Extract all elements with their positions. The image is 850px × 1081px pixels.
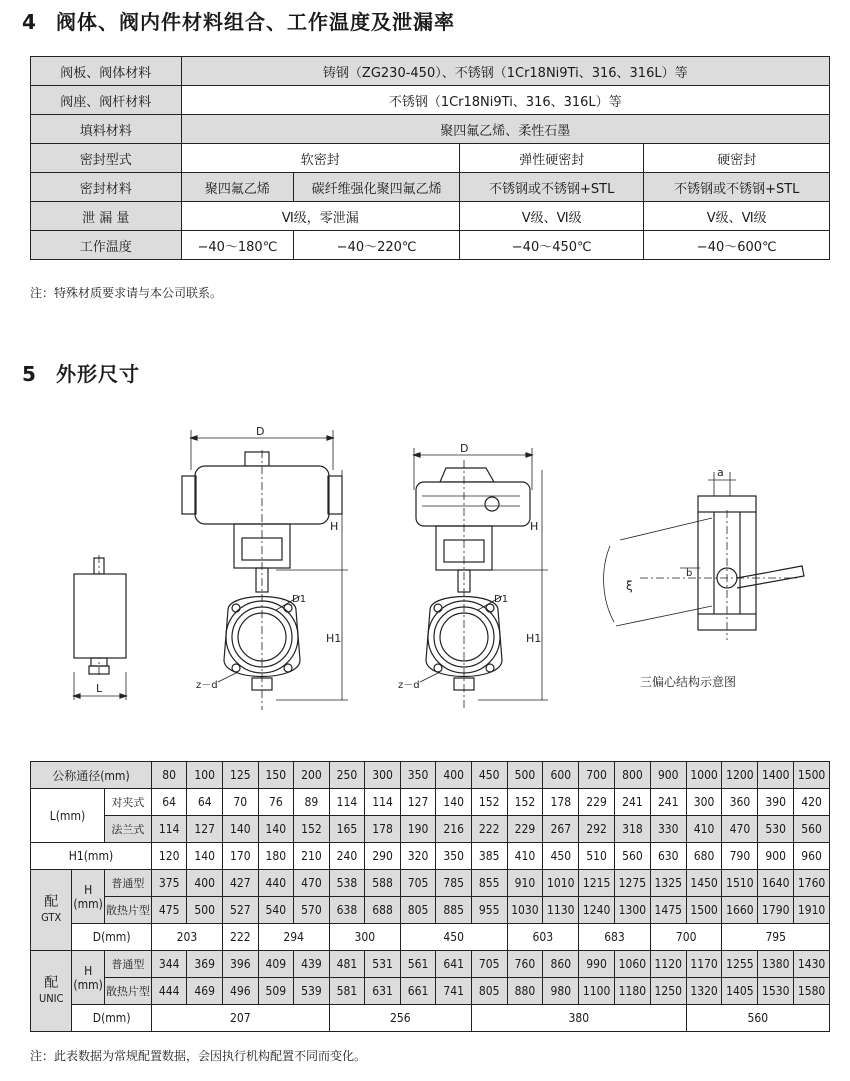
value-cell: 1760 xyxy=(794,870,830,897)
value-cell: 170 xyxy=(223,843,259,870)
value-cell: 89 xyxy=(294,789,330,816)
value-cell: 1060 xyxy=(615,951,651,978)
triple-offset-schematic xyxy=(604,466,804,689)
unic-config-name: UNIC xyxy=(38,992,64,1005)
value-cell: 229 xyxy=(507,816,543,843)
value-cell: 80 xyxy=(151,762,187,789)
value-cell: 990 xyxy=(579,951,615,978)
row-label: 阀座、阀杆材料 xyxy=(31,86,182,115)
unic-std-label: 普通型 xyxy=(104,951,151,978)
value-cell: 216 xyxy=(436,816,472,843)
value-cell: 705 xyxy=(400,870,436,897)
value-cell: 800 xyxy=(615,762,651,789)
table-row xyxy=(31,86,830,115)
gtx-D-value: 222 xyxy=(223,924,259,951)
table-row xyxy=(31,57,830,86)
L-flange-label: 法兰式 xyxy=(104,816,151,843)
value-cell: 1180 xyxy=(615,978,651,1005)
gtx-std-label: 普通型 xyxy=(104,870,151,897)
section4-number: 4 xyxy=(22,10,37,34)
value-cell: 1580 xyxy=(794,978,830,1005)
leakage-soft: Ⅵ级，零泄漏 xyxy=(181,202,459,231)
value-cell: 178 xyxy=(543,789,579,816)
row-label: 阀板、阀体材料 xyxy=(31,57,182,86)
gtx-H-label xyxy=(72,870,104,924)
value-cell: 152 xyxy=(294,816,330,843)
value-cell: 240 xyxy=(329,843,365,870)
gtx-D-value: 450 xyxy=(400,924,507,951)
value-cell: 960 xyxy=(794,843,830,870)
value-cell: 560 xyxy=(615,843,651,870)
L-wafer-label: 对夹式 xyxy=(104,789,151,816)
value-cell: 741 xyxy=(436,978,472,1005)
label-D-left: D xyxy=(256,425,265,438)
seal-material-3: 不锈钢或不锈钢+STL xyxy=(459,173,644,202)
value-cell: 1215 xyxy=(579,870,615,897)
label-H-right: H xyxy=(530,520,539,533)
temperature-3: −40～450℃ xyxy=(459,231,644,260)
value-cell: 1660 xyxy=(722,897,758,924)
value-cell: 509 xyxy=(258,978,294,1005)
value-cell: 140 xyxy=(436,789,472,816)
value-cell: 420 xyxy=(794,789,830,816)
table-row xyxy=(31,924,830,951)
value-cell: 290 xyxy=(365,843,401,870)
value-cell: 409 xyxy=(258,951,294,978)
value-cell: 1405 xyxy=(722,978,758,1005)
value-cell: 1475 xyxy=(650,897,686,924)
value-cell: 1000 xyxy=(686,762,722,789)
value-cell: 330 xyxy=(650,816,686,843)
value-cell: 165 xyxy=(329,816,365,843)
H1-label: H1(mm) xyxy=(31,843,152,870)
table-row xyxy=(31,231,830,260)
gtx-config-prefix: 配 xyxy=(44,894,59,910)
table-row xyxy=(31,173,830,202)
unic-D-value: 207 xyxy=(151,1005,329,1032)
value-cell: 125 xyxy=(223,762,259,789)
value-cell: 114 xyxy=(151,816,187,843)
section5-number: 5 xyxy=(22,362,37,386)
value-cell: 705 xyxy=(471,951,507,978)
value-cell: 140 xyxy=(223,816,259,843)
side-view-drawing xyxy=(74,555,126,700)
value-cell: 1320 xyxy=(686,978,722,1005)
temperature-1: −40～180℃ xyxy=(181,231,294,260)
gtx-config-name: GTX xyxy=(41,911,62,924)
seal-material-4: 不锈钢或不锈钢+STL xyxy=(644,173,830,202)
value-cell: 200 xyxy=(294,762,330,789)
gtx-D-value: 294 xyxy=(258,924,329,951)
value-cell: 127 xyxy=(400,789,436,816)
value-cell: 900 xyxy=(650,762,686,789)
label-zd-left: z－d xyxy=(196,680,218,691)
value-cell: 267 xyxy=(543,816,579,843)
value-cell: 1200 xyxy=(722,762,758,789)
gtx-D-value: 795 xyxy=(722,924,830,951)
value-cell: 396 xyxy=(223,951,259,978)
value-cell: 450 xyxy=(471,762,507,789)
value-cell: 114 xyxy=(365,789,401,816)
label-D1-left: D1 xyxy=(292,594,307,605)
unic-H-label xyxy=(72,951,104,1005)
value-cell: 318 xyxy=(615,816,651,843)
value-cell: 450 xyxy=(543,843,579,870)
value-cell: 369 xyxy=(187,951,223,978)
value-cell: 860 xyxy=(543,951,579,978)
value-cell: 540 xyxy=(258,897,294,924)
unic-D-value: 560 xyxy=(686,1005,829,1032)
dimension-note: 注：此表数据为常规配置数据，会因执行机构配置不同而变化。 xyxy=(30,1049,367,1063)
value-cell: 390 xyxy=(758,789,794,816)
value-cell: 1380 xyxy=(758,951,794,978)
value-cell: 560 xyxy=(794,816,830,843)
value-cell: 344 xyxy=(151,951,187,978)
value-cell: 600 xyxy=(543,762,579,789)
value-cell: 530 xyxy=(758,816,794,843)
value-cell: 229 xyxy=(579,789,615,816)
value-cell: 127 xyxy=(187,816,223,843)
gtx-D-value: 603 xyxy=(507,924,579,951)
unic-D-label: D(mm) xyxy=(72,1005,151,1032)
value-cell: 680 xyxy=(686,843,722,870)
value-cell: 385 xyxy=(471,843,507,870)
value-cell: 1255 xyxy=(722,951,758,978)
gtx-fin-label: 散热片型 xyxy=(104,897,151,924)
value-cell: 588 xyxy=(365,870,401,897)
value-cell: 241 xyxy=(650,789,686,816)
table-row xyxy=(31,144,830,173)
value-cell: 1130 xyxy=(543,897,579,924)
row-label: 密封型式 xyxy=(31,144,182,173)
value-cell: 1010 xyxy=(543,870,579,897)
temperature-2: −40～220℃ xyxy=(294,231,460,260)
value-cell: 190 xyxy=(400,816,436,843)
value-cell: 350 xyxy=(436,843,472,870)
value-cell: 1275 xyxy=(615,870,651,897)
table-row xyxy=(31,1005,830,1032)
value-cell: 500 xyxy=(507,762,543,789)
seal-type-soft: 软密封 xyxy=(181,144,459,173)
value-cell: 1170 xyxy=(686,951,722,978)
row-label: 泄 漏 量 xyxy=(31,202,182,231)
value-cell: 700 xyxy=(579,762,615,789)
table-row xyxy=(31,870,830,897)
value-cell: 427 xyxy=(223,870,259,897)
value-cell: 760 xyxy=(507,951,543,978)
L-label: L(mm) xyxy=(31,789,105,843)
value-cell: 539 xyxy=(294,978,330,1005)
label-H-left: H xyxy=(330,520,339,533)
row-label: 填料材料 xyxy=(31,115,182,144)
seal-type-hard: 硬密封 xyxy=(644,144,830,173)
value-cell: 880 xyxy=(507,978,543,1005)
unic-D-value: 256 xyxy=(329,1005,471,1032)
value-cell: 140 xyxy=(187,843,223,870)
value-cell: 1500 xyxy=(794,762,830,789)
value-cell: 470 xyxy=(294,870,330,897)
value-cell: 400 xyxy=(436,762,472,789)
value-cell: 1910 xyxy=(794,897,830,924)
table-row xyxy=(31,951,830,978)
gtx-config-label xyxy=(31,870,72,951)
value-cell: 70 xyxy=(223,789,259,816)
value-cell: 900 xyxy=(758,843,794,870)
section4-note: 注：特殊材质要求请与本公司联系。 xyxy=(30,286,223,300)
gtx-D-value: 203 xyxy=(151,924,222,951)
table-row xyxy=(31,789,830,816)
value-cell: 805 xyxy=(471,978,507,1005)
value-cell: 120 xyxy=(151,843,187,870)
value-cell: 688 xyxy=(365,897,401,924)
value-cell: 150 xyxy=(258,762,294,789)
value-cell: 805 xyxy=(400,897,436,924)
value-cell: 400 xyxy=(187,870,223,897)
gtx-H-unit: (mm) xyxy=(73,896,103,911)
value-cell: 1500 xyxy=(686,897,722,924)
label-zd-right: z－d xyxy=(398,680,420,691)
table-row xyxy=(31,762,830,789)
value-cell: 538 xyxy=(329,870,365,897)
gtx-D-value: 300 xyxy=(329,924,400,951)
packing-material-value: 聚四氟乙烯、柔性石墨 xyxy=(181,115,829,144)
value-cell: 661 xyxy=(400,978,436,1005)
value-cell: 292 xyxy=(579,816,615,843)
value-cell: 469 xyxy=(187,978,223,1005)
gtx-H-letter: H xyxy=(84,882,93,897)
value-cell: 638 xyxy=(329,897,365,924)
temperature-4: −40～600℃ xyxy=(644,231,830,260)
value-cell: 222 xyxy=(471,816,507,843)
label-a: a xyxy=(717,466,724,479)
seat-material-value: 不锈钢（1Cr18Ni9Ti、316、316L）等 xyxy=(181,86,829,115)
table-row xyxy=(31,115,830,144)
value-cell: 350 xyxy=(400,762,436,789)
label-D-right: D xyxy=(460,442,469,455)
value-cell: 241 xyxy=(615,789,651,816)
table-row xyxy=(31,978,830,1005)
value-cell: 140 xyxy=(258,816,294,843)
seal-type-elastic-hard: 弹性硬密封 xyxy=(459,144,644,173)
value-cell: 1240 xyxy=(579,897,615,924)
outline-drawings xyxy=(0,410,850,740)
table-row xyxy=(31,843,830,870)
value-cell: 1250 xyxy=(650,978,686,1005)
value-cell: 64 xyxy=(187,789,223,816)
value-cell: 375 xyxy=(151,870,187,897)
value-cell: 360 xyxy=(722,789,758,816)
unic-H-unit: (mm) xyxy=(73,977,103,992)
body-material-value: 铸钢（ZG230-450）、不锈钢（1Cr18Ni9Ti、316、316L）等 xyxy=(181,57,829,86)
row-label: 密封材料 xyxy=(31,173,182,202)
unic-fin-label: 散热片型 xyxy=(104,978,151,1005)
unic-config-label xyxy=(31,951,72,1032)
leakage-elastic-hard: Ⅴ级、Ⅵ级 xyxy=(459,202,644,231)
value-cell: 410 xyxy=(686,816,722,843)
label-xi: ξ xyxy=(626,579,633,593)
value-cell: 64 xyxy=(151,789,187,816)
value-cell: 1325 xyxy=(650,870,686,897)
value-cell: 250 xyxy=(329,762,365,789)
section4-title xyxy=(22,6,455,35)
value-cell: 100 xyxy=(187,762,223,789)
value-cell: 114 xyxy=(329,789,365,816)
schematic-caption: 三偏心结构示意图 xyxy=(640,675,737,689)
value-cell: 300 xyxy=(365,762,401,789)
nominal-size-label: 公称通径(mm) xyxy=(31,762,152,789)
value-cell: 444 xyxy=(151,978,187,1005)
value-cell: 1530 xyxy=(758,978,794,1005)
value-cell: 1790 xyxy=(758,897,794,924)
value-cell: 152 xyxy=(507,789,543,816)
label-H1-left: H1 xyxy=(326,632,342,645)
value-cell: 581 xyxy=(329,978,365,1005)
value-cell: 1450 xyxy=(686,870,722,897)
value-cell: 439 xyxy=(294,951,330,978)
table-row xyxy=(31,816,830,843)
value-cell: 527 xyxy=(223,897,259,924)
label-L: L xyxy=(96,682,103,695)
label-D1-right: D1 xyxy=(494,594,509,605)
value-cell: 855 xyxy=(471,870,507,897)
gtx-D-label: D(mm) xyxy=(72,924,151,951)
value-cell: 76 xyxy=(258,789,294,816)
value-cell: 496 xyxy=(223,978,259,1005)
value-cell: 631 xyxy=(365,978,401,1005)
dimension-table xyxy=(30,761,830,1032)
pneumatic-valve-drawing xyxy=(182,425,348,710)
value-cell: 570 xyxy=(294,897,330,924)
section5-title xyxy=(22,358,140,387)
material-table xyxy=(30,56,830,260)
value-cell: 910 xyxy=(507,870,543,897)
electric-valve-drawing xyxy=(398,442,548,710)
value-cell: 561 xyxy=(400,951,436,978)
value-cell: 481 xyxy=(329,951,365,978)
value-cell: 152 xyxy=(471,789,507,816)
value-cell: 1100 xyxy=(579,978,615,1005)
unic-config-prefix: 配 xyxy=(44,975,59,991)
value-cell: 641 xyxy=(436,951,472,978)
gtx-D-value: 683 xyxy=(579,924,651,951)
value-cell: 980 xyxy=(543,978,579,1005)
value-cell: 180 xyxy=(258,843,294,870)
value-cell: 210 xyxy=(294,843,330,870)
table-row xyxy=(31,897,830,924)
leakage-hard: Ⅴ级、Ⅵ级 xyxy=(644,202,830,231)
section5-title-text: 外形尺寸 xyxy=(56,362,140,386)
value-cell: 630 xyxy=(650,843,686,870)
value-cell: 500 xyxy=(187,897,223,924)
section4-title-text: 阀体、阀内件材料组合、工作温度及泄漏率 xyxy=(56,10,455,34)
value-cell: 475 xyxy=(151,897,187,924)
row-label: 工作温度 xyxy=(31,231,182,260)
value-cell: 1430 xyxy=(794,951,830,978)
value-cell: 320 xyxy=(400,843,436,870)
value-cell: 531 xyxy=(365,951,401,978)
value-cell: 470 xyxy=(722,816,758,843)
value-cell: 785 xyxy=(436,870,472,897)
value-cell: 955 xyxy=(471,897,507,924)
value-cell: 410 xyxy=(507,843,543,870)
gtx-D-value: 700 xyxy=(650,924,722,951)
value-cell: 178 xyxy=(365,816,401,843)
seal-material-2: 碳纤维强化聚四氟乙烯 xyxy=(294,173,460,202)
value-cell: 885 xyxy=(436,897,472,924)
table-row xyxy=(31,202,830,231)
value-cell: 1300 xyxy=(615,897,651,924)
value-cell: 300 xyxy=(686,789,722,816)
label-b: b xyxy=(686,568,693,579)
unic-D-value: 380 xyxy=(471,1005,686,1032)
unic-H-letter: H xyxy=(84,963,93,978)
value-cell: 440 xyxy=(258,870,294,897)
value-cell: 1030 xyxy=(507,897,543,924)
value-cell: 1510 xyxy=(722,870,758,897)
value-cell: 1400 xyxy=(758,762,794,789)
value-cell: 510 xyxy=(579,843,615,870)
value-cell: 1120 xyxy=(650,951,686,978)
seal-material-1: 聚四氟乙烯 xyxy=(181,173,294,202)
label-H1-right: H1 xyxy=(526,632,542,645)
value-cell: 790 xyxy=(722,843,758,870)
value-cell: 1640 xyxy=(758,870,794,897)
